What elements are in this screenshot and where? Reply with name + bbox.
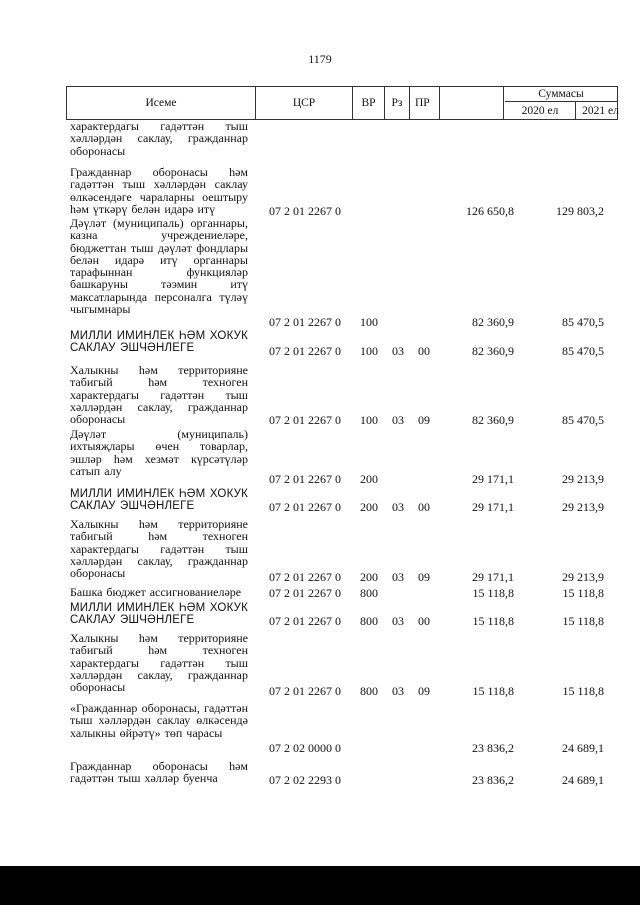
row-csr: 07 2 01 2267 0 [269,500,341,514]
table-header [66,86,618,120]
row-2020: 126 650,8 [466,204,514,218]
row-name: Халыкны һәм территорияне табигый һәм техноген характердагы гадәттән тыш хәлләрдән саклау, гражданнар оборонасы [70,517,248,581]
row-pr: 09 [418,684,430,698]
row-pr: 00 [418,344,430,358]
header-sums: Суммасы [505,87,617,102]
row-pr: 09 [418,570,430,584]
row-name: характердагы гадәттән тыш хәлләрдән саклау, гражданнар оборонасы [70,119,248,158]
header-2021-label: 2021 ел [582,104,619,117]
header-name: Исеме [67,87,256,119]
row-csr: 07 2 01 2267 0 [269,344,341,358]
row-pr: 09 [418,413,430,427]
row-name: МИЛЛИ ИМИНЛЕК ҺӘМ ХОКУК САКЛАУ ЭШЧӘНЛЕГЕ [70,330,248,355]
row-csr: 07 2 01 2267 0 [269,204,341,218]
header-2020 [439,102,505,119]
row-csr: 07 2 01 2267 0 [269,684,341,698]
row-csr: 07 2 01 2267 0 [269,614,341,628]
row-2021: 29 213,9 [562,570,604,584]
row-csr: 07 2 01 2267 0 [269,586,341,600]
row-2021: 15 118,8 [562,586,604,600]
row-rz: 03 [392,684,404,698]
row-vr: 200 [360,500,378,514]
row-pr: 00 [418,500,430,514]
header-2020-label: 2020 ел [505,102,576,119]
row-vr: 800 [360,586,378,600]
row-2021: 29 213,9 [562,500,604,514]
row-name: «Гражданнар оборонасы, гадәттән тыш хәлләрдән саклау өлкәсендә халыкны өйрәтү» төп чарасы [70,701,248,740]
row-rz: 03 [392,500,404,514]
row-rz: 03 [392,570,404,584]
row-vr: 200 [360,472,378,486]
row-2021: 15 118,8 [562,614,604,628]
header-vr: ВР [353,87,385,119]
row-2020: 15 118,8 [472,586,514,600]
row-csr: 07 2 01 2267 0 [269,413,341,427]
row-vr: 200 [360,570,378,584]
row-2020: 29 171,1 [472,570,514,584]
row-2021: 85 470,5 [562,344,604,358]
row-2021: 85 470,5 [562,315,604,329]
row-2020: 15 118,8 [472,684,514,698]
row-2020: 29 171,1 [472,472,514,486]
row-name: Гражданнар оборонасы һәм гадәттән тыш хәлләр буенча [70,759,248,786]
row-2021: 85 470,5 [562,413,604,427]
header-pr: ПР [410,87,504,119]
row-2021: 129 803,2 [556,204,604,218]
row-name: Башка бюджет ассигнованиеләре [70,585,242,599]
row-name: Халыкны һәм территорияне табигый һәм техноген характердагы гадәттән тыш хәлләрдән саклау, гражданнар оборонасы [70,631,248,695]
row-vr: 800 [360,684,378,698]
row-csr: 07 2 02 2293 0 [269,773,341,787]
row-rz: 03 [392,614,404,628]
row-2020: 82 360,9 [472,344,514,358]
row-2020: 23 836,2 [472,741,514,755]
row-2021: 24 689,1 [562,741,604,755]
row-2021: 24 689,1 [562,773,604,787]
row-2020: 23 836,2 [472,773,514,787]
row-csr: 07 2 02 0000 0 [269,741,341,755]
row-csr: 07 2 01 2267 0 [269,570,341,584]
header-csr: ЦСР [256,87,353,119]
header-rz: Рз [385,87,410,119]
row-csr: 07 2 01 2267 0 [269,472,341,486]
row-2021: 29 213,9 [562,472,604,486]
row-name: МИЛЛИ ИМИНЛЕК ҺӘМ ХОКУК САКЛАУ ЭШЧӘНЛЕГЕ [70,602,248,627]
row-name: Халыкны һәм территорияне табигый һәм техноген характердагы гадәттән тыш хәлләрдән саклау, гражданнар оборонасы [70,363,248,427]
row-vr: 100 [360,413,378,427]
page-number: 1179 [308,52,332,66]
row-2020: 82 360,9 [472,413,514,427]
row-2020: 82 360,9 [472,315,514,329]
row-vr: 100 [360,315,378,329]
row-name: Дәүләт (муниципаль) органнары, казна учреждениеләре, бюджеттан тыш дәүләт фондлары белән идарә итү органнары тарафыннан функцияләр башкаруны тәэмин итү максатларында персоналга түләү чыгымнары [70,216,248,317]
row-csr: 07 2 01 2267 0 [269,315,341,329]
row-vr: 800 [360,614,378,628]
row-name: Дәүләт (муниципаль) ихтыяҗлары өчен товарлар, эшләр һәм хезмәт күрсәтүләр сатып алу [70,427,248,478]
row-vr: 100 [360,344,378,358]
scan-border [0,866,640,905]
row-pr: 00 [418,614,430,628]
row-rz: 03 [392,413,404,427]
row-name: Гражданнар оборонасы һәм гадәттән тыш хәлләрдән саклау өлкәсендәге чараларны оештыру һәм үткәрү белән идарә итү [70,165,248,216]
row-2020: 15 118,8 [472,614,514,628]
row-2020: 29 171,1 [472,500,514,514]
row-rz: 03 [392,344,404,358]
row-name: МИЛЛИ ИМИНЛЕК ҺӘМ ХОКУК САКЛАУ ЭШЧӘНЛЕГЕ [70,488,248,513]
row-2021: 15 118,8 [562,684,604,698]
